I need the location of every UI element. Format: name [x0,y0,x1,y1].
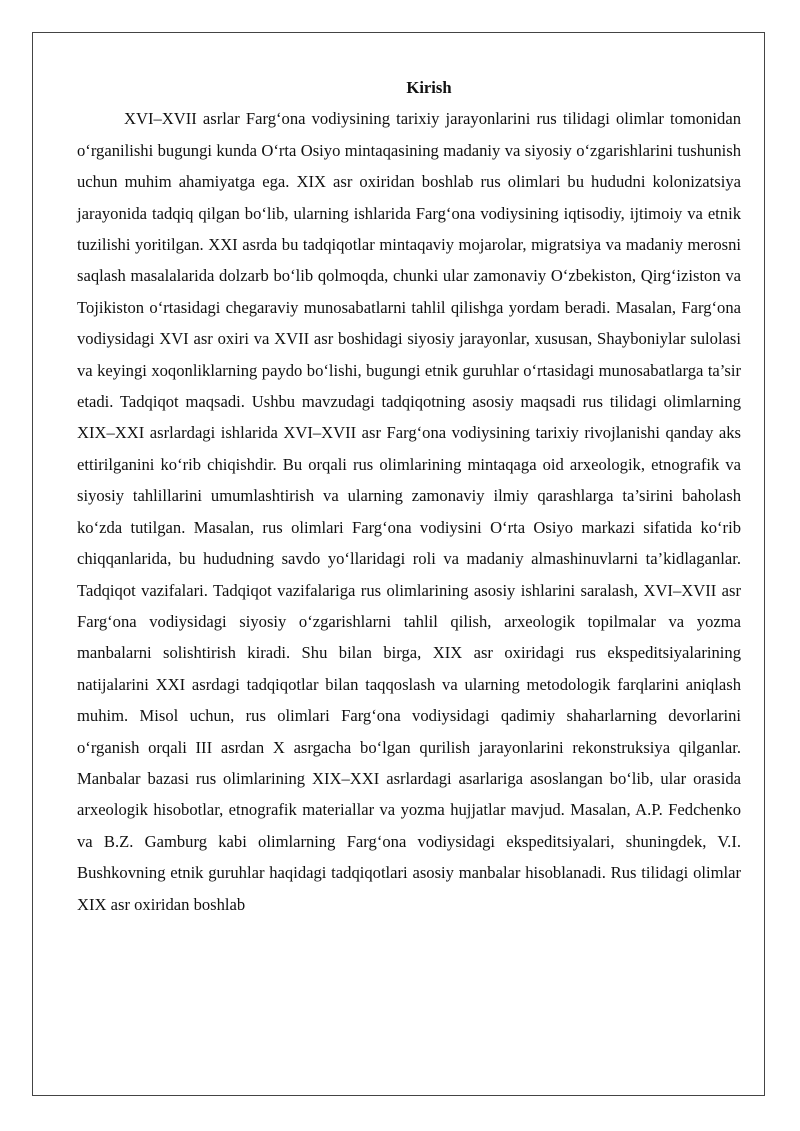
document-body [77,72,741,920]
document-title: Kirish [406,78,452,97]
body-paragraph: XVI–XVII asrlar Farg‘ona vodiysining tarixiy jarayonlarini rus tilidagi olimlar tomonidan o‘rganilishi bugungi kunda O‘rta Osiyo mintaqasining madaniy va siyosiy o‘zgarishlarini tushunish uchun muhim ahamiyatga ega. XIX asr oxiridan boshlab rus olimlari bu hududni kolonizatsiya jarayonida tadqiq qilgan bo‘lib, ularning ishlarida Farg‘ona vodiysining iqtisodiy, ijtimoiy va etnik tuzilishi yoritilgan. XXI asrda bu tadqiqotlar mintaqaviy mojarolar, migratsiya va madaniy merosni saqlash masalalarida dolzarb bo‘lib qolmoqda, chunki ular zamonaviy O‘zbekiston, Qirg‘iziston va Tojikiston o‘rtasidagi chegaraviy munosabatlarni tahlil qilishga yordam beradi. Masalan, Farg‘ona vodiysidagi XVI asr oxiri va XVII asr boshidagi siyosiy jarayonlar, xususan, Shayboniylar sulolasi va keyingi xoqonliklarning paydo bo‘lishi, bugungi etnik guruhlar o‘rtasidagi munosabatlarga ta’sir etadi. Tadqiqot maqsadi. Ushbu mavzudagi tadqiqotning asosiy maqsadi rus tilidagi olimlarning XIX–XXI asrlardagi ishlarida XVI–XVII asr Farg‘ona vodiysining tarixiy rivojlanishi qanday aks ettirilganini ko‘rib chiqishdir. Bu orqali rus olimlarining mintaqaga oid arxeologik, etnografik va siyosiy tahlillarini umumlashtirish va ularning zamonaviy ilmiy qarashlarga ta’sirini baholash ko‘zda tutilgan. Masalan, rus olimlari Farg‘ona vodiysini O‘rta Osiyo markazi sifatida ko‘rib chiqqanlarida, bu hududning savdo yo‘llaridagi roli va madaniy almashinuvlarni ta’kidlaganlar. Tadqiqot vazifalari. Tadqiqot vazifalariga rus olimlarining asosiy ishlarini saralash, XVI–XVII asr Farg‘ona vodiysidagi siyosiy o‘zgarishlarni tahlil qilish, arxeologik topilmalar va yozma manbalarni solishtirish kiradi. Shu bilan birga, XIX asr oxiridagi rus ekspeditsiyalarining natijalarini XXI asrdagi tadqiqotlar bilan taqqoslash va ularning metodologik farqlarini aniqlash muhim. Misol uchun, rus olimlari Farg‘ona vodiysidagi qadimiy shaharlarning devorlarini o‘rganish orqali III asrdan X asrgacha bo‘lgan qurilish jarayonlarini rekonstruksiya qilganlar. Manbalar bazasi rus olimlarining XIX–XXI asrlardagi asarlariga asoslangan bo‘lib, ular orasida arxeologik hisobotlar, etnografik materiallar va yozma hujjatlar mavjud. Masalan, A.P. Fedchenko va B.Z. Gamburg kabi olimlarning Farg‘ona vodiysidagi ekspeditsiyalari, shuningdek, V.I. Bushkovning etnik guruhlar haqidagi tadqiqotlari asosiy manbalar hisoblanadi. Rus tilidagi olimlar XIX asr oxiridan boshlab [77,109,741,914]
